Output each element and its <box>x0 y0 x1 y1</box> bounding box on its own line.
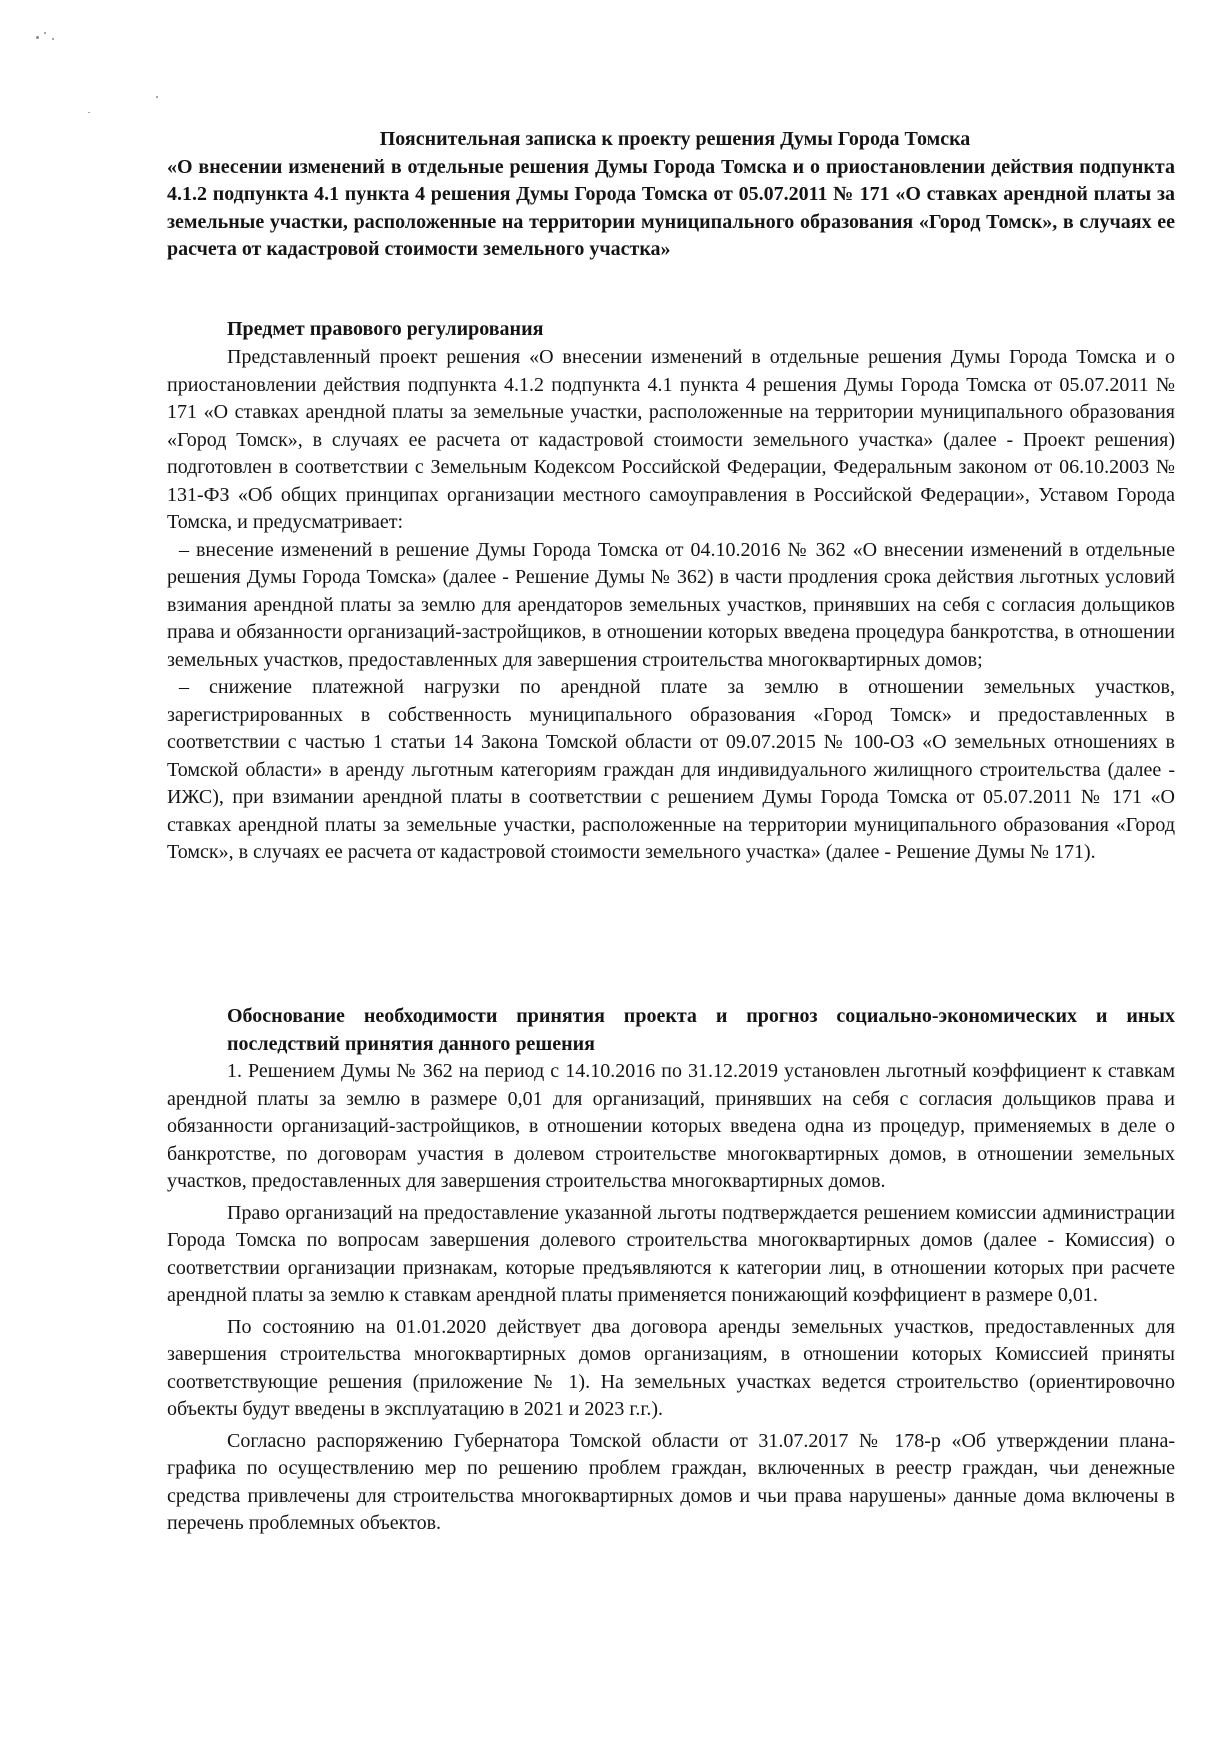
list-item: – снижение платежной нагрузки по арендной плате за землю в отношении земельных участков, зарегистрированных в собственность муниципального образования «Город Томск» и предоставленных в соответствии с частью 1 статьи 14 Закона Томской области от 09.07.2015 № 100-ОЗ «О земельных отношениях в Томской области» в аренду льготным категориям граждан для индивидуального жилищного строительства (далее - ИЖС), при взимании арендной платы в соответствии с решением Думы Города Томска от 05.07.2011 № 171 «О ставках арендной платы за земельные участки, расположенные на территории муниципального образования «Город Томск», в случаях ее расчета от кадастровой стоимости земельного участка» (далее - Решение Думы № 171). <box>167 676 1175 863</box>
scan-speck <box>88 112 90 113</box>
section-heading-justification <box>167 1003 1175 1058</box>
paragraph: Согласно распоряжению Губернатора Томской области от 31.07.2017 № 178-р «Об утверждении плана-графика по осуществлению мер по решению проблем граждан, включенных в реестр граждан, чьи денежные средства привлечены для строительства многоквартирных домов и чьи права нарушены» данные дома включены в перечень проблемных объектов. <box>167 1429 1175 1534</box>
section-justification-body <box>167 1058 1175 1538</box>
paragraph: 1. Решением Думы № 362 на период с 14.10.2016 по 31.12.2019 установлен льготный коэффициент к ставкам арендной платы за землю в размере 0,01 для организаций, принявших на себя с согласия дольщиков права и обязанности организаций-застройщиков, в отношении которых введена одна из процедур, применяемых в деле о банкротстве, по договорам участия в долевом строительстве многоквартирных домов, в отношении земельных участков, предоставленных для завершения строительства многоквартирных домов. <box>167 1060 1175 1192</box>
paragraph: Право организаций на предоставление указанной льготы подтверждается решением комиссии администрации Города Томска по вопросам завершения долевого строительства многоквартирных домов (далее - Комиссия) о соответствии организации признакам, которые предъявляются к категории лиц, в отношении которых при расчете арендной платы за землю к ставкам арендной платы применяется понижающий коэффициент в размере 0,01. <box>167 1201 1175 1306</box>
paragraph: Представленный проект решения «О внесении изменений в отдельные решения Думы Города Томска и о приостановлении действия подпункта 4.1.2 подпункта 4.1 пункта 4 решения Думы Города Томска от 05.07.2011 № 171 «О ставках арендной платы за земельные участки, расположенные на территории муниципального образования «Город Томск», в случаях ее расчета от кадастровой стоимости земельного участка» (далее - Проект решения) подготовлен в соответствии с Земельным Кодексом Российской Федерации, Федеральным законом от 06.10.2003 № 131-ФЗ «Об общих принципах организации местного самоуправления в Российской Федерации», Уставом Города Томска, и предусматривает: <box>167 346 1175 533</box>
scan-speck <box>156 96 158 98</box>
scan-speck <box>52 38 54 40</box>
section-subject-body <box>167 344 1175 867</box>
scan-speck <box>36 36 39 39</box>
document-title <box>167 126 1175 264</box>
paragraph: По состоянию на 01.01.2020 действует два договора аренды земельных участков, предоставленных для завершения строительства многоквартирных домов организациям, в отношении которых Комиссией приняты соответствующие решения (приложение № 1). На земельных участках ведется строительство (ориентировочно объекты будут введены в эксплуатацию в 2021 и 2023 г.г.). <box>167 1315 1175 1420</box>
justification-heading-text: Обоснование необходимости принятия проекта и прогноз социально-экономических и иных последствий принятия данного решения <box>227 1005 1175 1055</box>
scan-speck <box>44 32 46 34</box>
title-line-1: Пояснительная записка к проекту решения Думы Города Томска <box>379 128 971 150</box>
section-heading-subject: Предмет правового регулирования <box>227 318 544 340</box>
title-rest: «О внесении изменений в отдельные решения Думы Города Томска и о приостановлении действия подпункта 4.1.2 подпункта 4.1 пункта 4 решения Думы Города Томска от 05.07.2011 № 171 «О ставках арендной платы за земельные участки, расположенные на территории муниципального образования «Город Томск», в случаях ее расчета от кадастровой стоимости земельного участка» <box>167 155 1175 260</box>
list-item: – внесение изменений в решение Думы Города Томска от 04.10.2016 № 362 «О внесении изменений в отдельные решения Думы Города Томска» (далее - Решение Думы № 362) в части продления срока действия льготных условий взимания арендной платы за землю для арендаторов земельных участков, принявших на себя с согласия дольщиков права и обязанности организаций-застройщиков, в отношении которых введена процедура банкротства, в отношении земельных участков, предоставленных для завершения строительства многоквартирных домов; <box>167 538 1175 671</box>
